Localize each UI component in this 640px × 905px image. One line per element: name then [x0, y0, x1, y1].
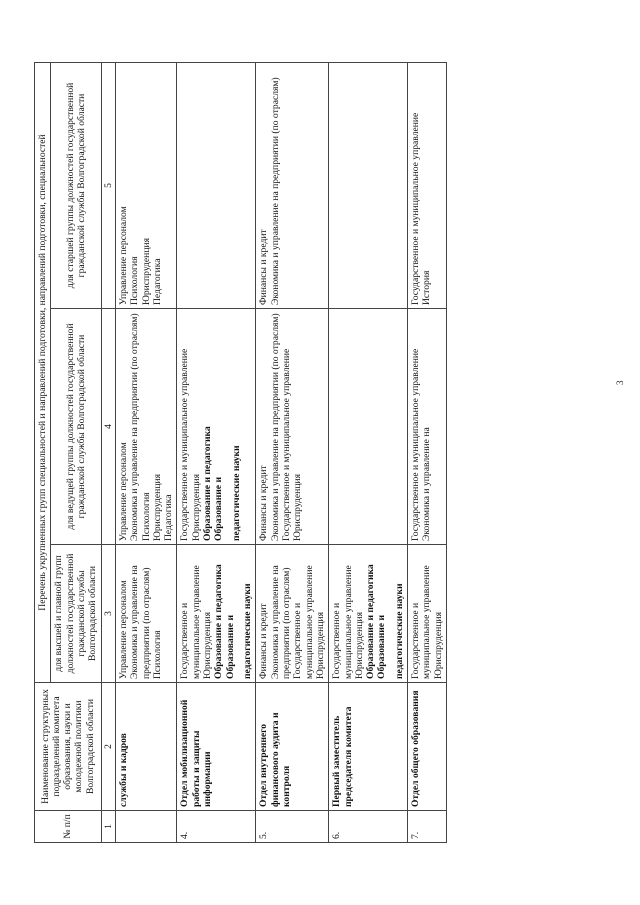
subdivision-name: Отдел мобилизационной работы и защиты информации — [177, 683, 256, 811]
specialty-cell — [256, 309, 329, 545]
specialty-item: Финансы и кредит — [258, 229, 270, 305]
specialty-item: Государственное и муниципальное управление — [179, 565, 202, 679]
specialty-cell — [115, 63, 177, 309]
header-senior-group: для старшей группы должностей государственной гражданской службы Волгоградской области — [51, 63, 101, 309]
column-number: 3 — [101, 545, 115, 683]
column-number: 4 — [101, 309, 115, 545]
column-number: 2 — [101, 683, 115, 811]
subdivision-name: службы и кадров — [115, 683, 177, 811]
row-number: 5. — [256, 811, 329, 843]
table-row — [177, 63, 256, 843]
specialty-item: Государственное и муниципальное управление — [292, 565, 315, 679]
specialty-item: Экономика и управление на предприятии (по отраслям) — [269, 77, 281, 305]
page-number: 3 — [615, 380, 625, 385]
subdivision-name: Отдел общего образования — [408, 683, 447, 811]
specialty-cell — [408, 309, 447, 545]
specialty-item-bold: Образование и — [376, 615, 388, 679]
specialty-item: Педагогика — [151, 258, 163, 305]
table-row — [256, 63, 329, 843]
table-row — [408, 63, 447, 843]
specialty-item: Юриспруденция — [202, 611, 214, 679]
specialty-item-bold: педагогические науки — [393, 583, 405, 679]
subdivision-name: Первый заместитель председателя комитета — [329, 683, 408, 811]
specialty-item: Управление персоналом — [117, 442, 129, 541]
specialty-item: Психология — [151, 630, 163, 679]
specialty-item: Экономика и управление на предприятии (по отраслям) — [269, 565, 292, 679]
specialty-item-bold: Образование и — [213, 477, 225, 541]
specialty-item: Юриспруденция — [314, 611, 326, 679]
specialty-item: Экономика и управление на предприятии (по отраслям) — [129, 313, 141, 541]
specialty-item: Юриспруденция — [140, 237, 152, 305]
specialty-item-bold: педагогические науки — [242, 583, 253, 679]
header-top-group: для высшей и главной групп должностей государственной гражданской службы Волгоградской области — [51, 545, 101, 683]
row-number: 7. — [408, 811, 447, 843]
specialty-item-bold: Образование и педагогика — [365, 564, 377, 679]
specialty-item: Государственное и муниципальное управление — [410, 112, 422, 305]
specialty-item: Управление персоналом — [117, 206, 129, 305]
specialty-item: Психология — [129, 256, 141, 305]
specialty-item: Юриспруденция — [432, 611, 444, 679]
row-number: 6. — [329, 811, 408, 843]
specialty-item: Государственное и муниципальное управление — [410, 565, 433, 679]
subdivision-name: Отдел внутреннего финансового аудита и контроля — [256, 683, 329, 811]
specialty-cell — [408, 63, 447, 309]
table-row — [115, 63, 177, 843]
specialty-item: Финансы и кредит — [258, 603, 270, 679]
specialty-item: Финансы и кредит — [258, 465, 270, 541]
specialty-item: Экономика и управление на — [421, 427, 433, 541]
specialty-item: Экономика и управление на предприятии (по отраслям) — [269, 313, 281, 541]
specialty-cell — [177, 545, 256, 683]
specialty-item: Государственное и муниципальное управление — [331, 565, 354, 679]
specialty-item: Педагогика — [163, 494, 175, 541]
specialty-cell — [408, 545, 447, 683]
specialty-item: Юриспруденция — [353, 611, 365, 679]
specialty-cell — [177, 63, 256, 309]
header-group-title: Перечень укрупненных групп специальностей и направлений подготовки, направлений подготовки, специальностей — [35, 63, 51, 683]
column-number: 5 — [101, 63, 115, 309]
specialty-item: Государственное и муниципальное управление — [179, 348, 191, 541]
specialty-item: История — [421, 270, 433, 305]
specialty-cell — [329, 545, 408, 683]
specialty-cell — [329, 309, 408, 545]
specialty-cell — [177, 309, 256, 545]
specialty-item: Юриспруденция — [190, 473, 202, 541]
specialty-item: Государственное и муниципальное управление — [410, 348, 422, 541]
specialty-item: Юриспруденция — [151, 473, 163, 541]
specialty-item-bold: Образование и — [224, 615, 236, 679]
specialties-table — [34, 62, 447, 843]
specialty-item: Экономика и управление на предприятии (по отраслям) — [129, 565, 152, 679]
header-subdivision-name: Наименование структурных подразделений комитета образования, науки и молодежной политики Волгоградской области — [35, 683, 102, 811]
specialty-item: Управление персоналом — [117, 580, 129, 679]
specialty-cell — [115, 545, 177, 683]
specialty-cell — [115, 309, 177, 545]
column-number: 1 — [101, 811, 115, 843]
row-number — [115, 811, 177, 843]
specialty-cell — [256, 545, 329, 683]
specialty-item-bold: Образование и педагогика — [202, 426, 214, 541]
specialty-cell — [256, 63, 329, 309]
specialty-item: Государственное и муниципальное управление — [280, 348, 292, 541]
specialty-item-bold: педагогические науки — [230, 445, 242, 541]
header-num: № п/п — [35, 811, 102, 843]
row-number: 4. — [177, 811, 256, 843]
specialty-item: Юриспруденция — [292, 473, 304, 541]
specialty-item-bold: Образование и педагогика — [213, 564, 225, 679]
specialty-cell — [329, 63, 408, 309]
table-row — [329, 63, 408, 843]
header-leading-group: для ведущей группы должностей государственной гражданской службы Волгоградской области — [51, 309, 101, 545]
specialty-item: Психология — [140, 492, 152, 541]
